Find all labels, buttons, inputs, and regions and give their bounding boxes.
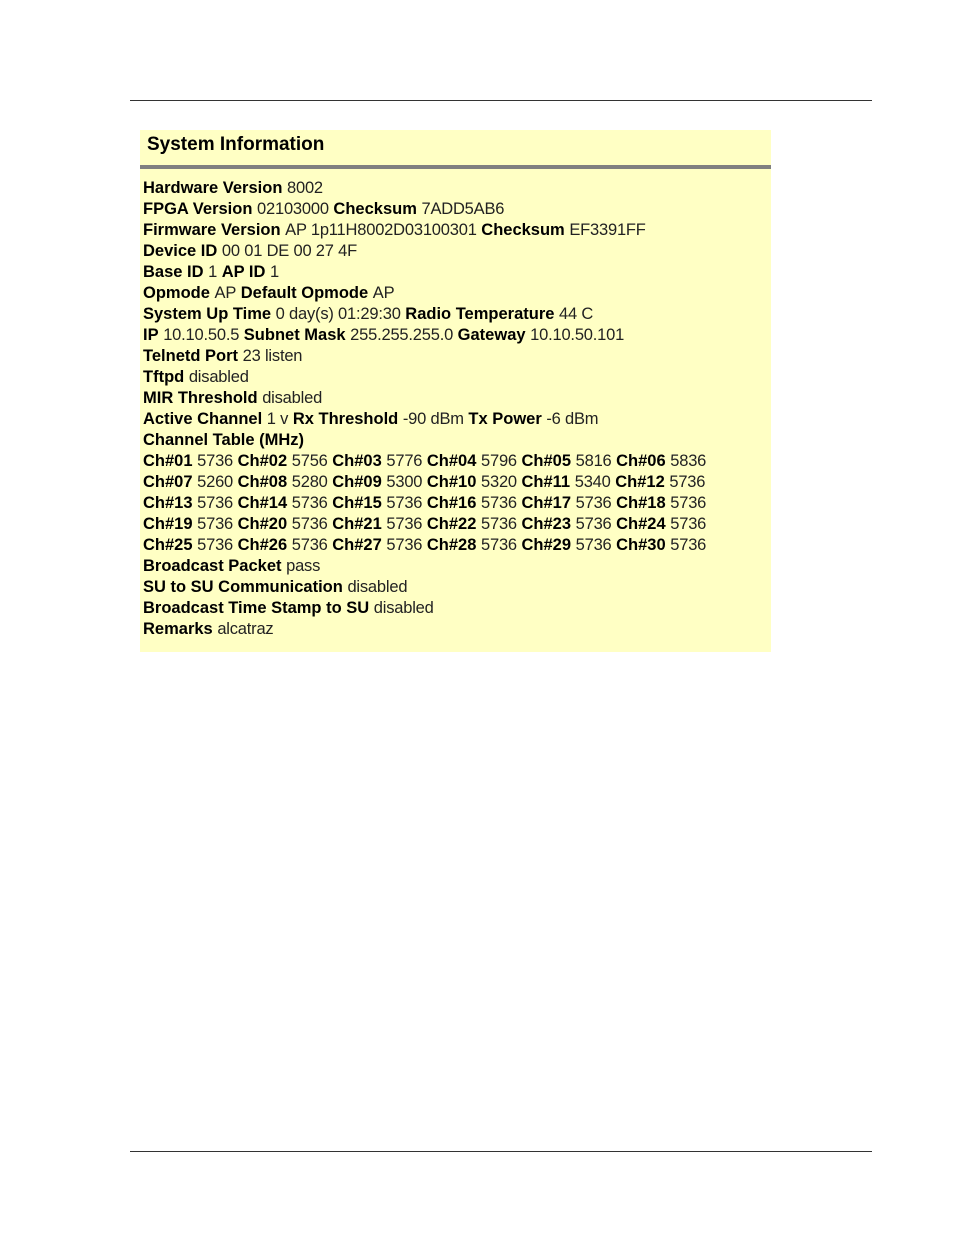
field-value: 5736 (386, 536, 423, 554)
field-value: 5736 (291, 515, 328, 533)
field-value: 5260 (197, 473, 234, 491)
field-value: disabled (373, 599, 434, 617)
title-divider (140, 165, 771, 169)
info-line (143, 514, 768, 535)
field-value: 0 day(s) 01:29:30 (275, 305, 401, 323)
field-value: 7ADD5AB6 (421, 200, 505, 218)
field-label: SU to SU Communication (143, 578, 343, 596)
info-line (143, 388, 768, 409)
field-label: Ch#24 (616, 515, 666, 533)
field-value: disabled (188, 368, 249, 386)
info-line (143, 178, 768, 199)
field-label: Ch#14 (237, 494, 288, 512)
field-value: 8002 (287, 179, 323, 197)
field-label: MIR Threshold (143, 389, 258, 407)
info-line (143, 220, 768, 241)
field-label: Ch#17 (521, 494, 572, 512)
info-line (143, 367, 768, 388)
info-line (143, 535, 768, 556)
field-value: 1 (208, 263, 218, 281)
field-label: Ch#27 (332, 536, 382, 554)
field-value: disabled (262, 389, 323, 407)
field-value: 1 v (266, 410, 289, 428)
field-label: Tftpd (143, 368, 185, 386)
info-line (143, 472, 768, 493)
field-label: Ch#25 (143, 536, 193, 554)
field-value: 5736 (197, 515, 234, 533)
field-label: System Up Time (143, 305, 272, 323)
page-header-rule (130, 100, 872, 101)
field-value: AP (214, 284, 237, 302)
field-value: 5736 (386, 494, 423, 512)
field-value: 5736 (575, 536, 612, 554)
field-value: 5280 (291, 473, 328, 491)
field-value: 44 C (559, 305, 594, 323)
field-value: 23 listen (242, 347, 303, 365)
field-label: Ch#20 (237, 515, 288, 533)
field-label: Ch#03 (332, 452, 382, 470)
info-line (143, 493, 768, 514)
system-information-panel (140, 130, 771, 652)
field-label: Ch#06 (616, 452, 666, 470)
field-value: 5736 (197, 536, 234, 554)
field-label: Subnet Mask (243, 326, 346, 344)
field-label: Opmode (143, 284, 210, 302)
field-label: Remarks (143, 620, 213, 638)
field-label: Ch#09 (332, 473, 382, 491)
field-value: 5736 (291, 494, 328, 512)
panel-title: System Information (147, 134, 325, 155)
field-label: Broadcast Packet (143, 557, 282, 575)
field-value: 5836 (670, 452, 707, 470)
field-value: -6 dBm (546, 410, 599, 428)
field-value: 5736 (197, 494, 234, 512)
info-line (143, 346, 768, 367)
field-label: Telnetd Port (143, 347, 239, 365)
field-value: 10.10.50.5 (163, 326, 240, 344)
field-value: AP (372, 284, 395, 302)
field-label: Firmware Version (143, 221, 281, 239)
field-value: 5736 (291, 536, 328, 554)
info-line (143, 283, 768, 304)
info-line (143, 556, 768, 577)
field-value: 10.10.50.101 (530, 326, 625, 344)
field-value: 5300 (386, 473, 423, 491)
field-label: Checksum (333, 200, 417, 218)
field-value: EF3391FF (569, 221, 646, 239)
field-value: 5736 (386, 515, 423, 533)
field-label: Broadcast Time Stamp to SU (143, 599, 370, 617)
field-label: Ch#11 (521, 473, 571, 491)
field-label: Gateway (457, 326, 526, 344)
field-label: Ch#04 (426, 452, 477, 470)
field-label: Base ID (143, 263, 204, 281)
field-value: 5736 (575, 494, 612, 512)
info-list (143, 178, 768, 640)
field-label: Ch#23 (521, 515, 572, 533)
field-label: Default Opmode (240, 284, 369, 302)
info-line (143, 409, 768, 430)
field-value: 5736 (197, 452, 234, 470)
field-value: 5756 (291, 452, 328, 470)
field-label: Ch#29 (521, 536, 572, 554)
info-line (143, 430, 768, 451)
field-value: 5736 (481, 515, 517, 533)
field-value: -90 dBm (402, 410, 464, 428)
info-line (143, 619, 768, 640)
field-value: AP 1p11H8002D03100301 (285, 221, 477, 239)
field-value: disabled (347, 578, 408, 596)
field-label: Ch#18 (616, 494, 666, 512)
field-value: 5776 (386, 452, 423, 470)
field-label: AP ID (221, 263, 266, 281)
field-value: 02103000 (257, 200, 329, 218)
field-label: Ch#05 (521, 452, 572, 470)
field-label: Ch#26 (237, 536, 288, 554)
field-label: Ch#02 (237, 452, 288, 470)
field-value: 5340 (574, 473, 611, 491)
field-label: Ch#21 (332, 515, 382, 533)
info-line (143, 451, 768, 472)
field-value: 00 01 DE 00 27 4F (221, 242, 358, 260)
info-line (143, 577, 768, 598)
field-value: 1 (270, 263, 279, 281)
info-line (143, 598, 768, 619)
field-label: Rx Threshold (292, 410, 399, 428)
info-line (143, 262, 768, 283)
field-value: 5796 (481, 452, 517, 470)
field-label: Checksum (481, 221, 565, 239)
field-value: 5736 (670, 494, 707, 512)
field-label: Ch#08 (237, 473, 288, 491)
field-value: 5320 (481, 473, 517, 491)
field-value: 5736 (670, 515, 707, 533)
field-value: pass (286, 557, 321, 575)
field-label: Active Channel (143, 410, 263, 428)
field-label: FPGA Version (143, 200, 253, 218)
field-label: Device ID (143, 242, 218, 260)
field-label: Ch#16 (426, 494, 477, 512)
field-value: 5736 (669, 473, 706, 491)
field-value: 5736 (481, 536, 517, 554)
info-line (143, 241, 768, 262)
field-label: Channel Table (MHz) (143, 431, 305, 449)
field-label: Ch#13 (143, 494, 193, 512)
field-label: Hardware Version (143, 179, 283, 197)
field-label: Ch#01 (143, 452, 193, 470)
field-value: 255.255.255.0 (350, 326, 454, 344)
page-footer-rule (130, 1151, 872, 1152)
field-value: 5816 (575, 452, 612, 470)
field-label: Ch#19 (143, 515, 193, 533)
field-label: Ch#07 (143, 473, 193, 491)
field-label: Radio Temperature (405, 305, 555, 323)
field-value: alcatraz (217, 620, 274, 638)
field-label: Ch#22 (426, 515, 477, 533)
field-label: Tx Power (468, 410, 542, 428)
field-value: 5736 (575, 515, 612, 533)
field-value: 5736 (481, 494, 517, 512)
info-line (143, 199, 768, 220)
field-label: Ch#15 (332, 494, 382, 512)
info-line (143, 325, 768, 346)
field-label: Ch#12 (615, 473, 665, 491)
field-value: 5736 (670, 536, 707, 554)
field-label: IP (143, 326, 159, 344)
info-line (143, 304, 768, 325)
field-label: Ch#28 (426, 536, 477, 554)
field-label: Ch#10 (426, 473, 477, 491)
field-label: Ch#30 (616, 536, 666, 554)
